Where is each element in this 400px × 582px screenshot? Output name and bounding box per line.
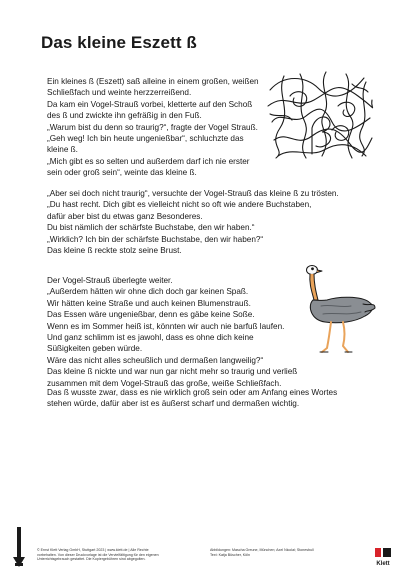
text-line: kleine ß. [47, 145, 78, 155]
text-line: „Wirklich? Ich bin der schärfste Buchstabe, den wir haben?“ [47, 234, 264, 244]
copyright-line: vorbehalten. Von dieser Druckvorlage ist die Vervielfältigung für den eigenen [37, 552, 159, 557]
credits-line: Text: Katja Büscher, Köln [210, 552, 250, 557]
paragraph-3 [47, 275, 297, 389]
klett-logo-bar [11, 527, 27, 569]
text-line: zusammen mit dem Vogel-Strauß das große, weiße Schließfach. [47, 378, 282, 388]
image-credits [210, 548, 340, 557]
klett-logo-text: Klett [376, 561, 390, 567]
text-line: stehen würde, dafür aber ist es äußerst scharf und dermaßen wichtig. [47, 399, 300, 409]
text-line: Wäre das nicht alles scheußlich und dermaßen langweilig?“ [47, 355, 264, 365]
text-line: Süßigkeiten geben würde. [47, 344, 143, 354]
text-line: Und ganz schlimm ist es jawohl, dass es ohne dich keine [47, 333, 254, 343]
copyright-notice [37, 548, 172, 562]
text-line: Das kleine ß reckte stolz seine Brust. [47, 246, 182, 256]
text-line: „Warum bist du denn so traurig?“, fragte der Vogel Strauß. [47, 122, 258, 132]
text-line: sein oder groß sein“, weinte das kleine ß. [47, 168, 197, 178]
text-line: Du bist nämlich der schärfste Buchstabe, den wir haben.“ [47, 223, 255, 233]
text-line: Das ß wusste zwar, dass es nie wirklich groß sein oder am Anfang eines Wortes [47, 388, 338, 397]
text-line: des ß und zwickte ihn gefräßig in den Fuß. [47, 111, 202, 121]
paragraph-1 [47, 76, 259, 179]
text-line: Der Vogel-Strauß überlegte weiter. [47, 276, 173, 285]
text-line: „Geh weg! Ich bin heute ungenießbar“, schluchzte das [47, 134, 244, 144]
klett-logo [372, 546, 394, 568]
copyright-line: Unterrichtsgebrauch gestattet. Die Kopiergebühren sind abgegolten. [37, 557, 146, 562]
page-title: Das kleine Eszett ß [41, 33, 197, 52]
paragraph-4 [47, 387, 337, 410]
text-line: „Aber sei doch nicht traurig“, versuchte der Vogel-Strauß das kleine ß zu trösten. [47, 189, 339, 198]
text-line: Wir hätten keine Straße und auch keinen Blumenstrauß. [47, 298, 251, 308]
text-line: Wenn es im Sommer heiß ist, könnten wir auch nie barfuß laufen. [47, 321, 285, 331]
text-line: Schließfach und weinte herzzerreißend. [47, 88, 192, 98]
text-line: Da kam ein Vogel-Strauß vorbei, kletterte auf den Schoß [47, 99, 253, 109]
maze-illustration [266, 70, 374, 160]
paragraph-2 [47, 188, 339, 256]
text-line: „Mich gibt es so selten und außerdem darf ich nie erster [47, 156, 250, 166]
text-line: dafür aber bist du etwas ganz Besonderes. [47, 211, 203, 221]
text-line: „Du hast recht. Dich gibt es vielleicht nicht so oft wie andere Buchstaben, [47, 200, 312, 210]
copyright-line: © Ernst Klett Verlag GmbH, Stuttgart 2023 | www.klett.de | Alle Rechte [37, 548, 149, 552]
ostrich-illustration [305, 262, 377, 356]
text-line: Das Essen wäre ungenießbar, denn es gäbe keine Soße. [47, 310, 255, 320]
text-line: Das kleine ß nickte und war nun gar nicht mehr so traurig und verließ [47, 367, 298, 377]
text-line: Ein kleines ß (Eszett) saß alleine in einem großen, weißen [47, 77, 259, 86]
text-line: „Außerdem hätten wir ohne dich doch gar keinen Spaß. [47, 287, 249, 297]
credits-line: Abbildungen: Mascha Greune, München; Axel Nicolai; Stonesbull [210, 548, 314, 552]
